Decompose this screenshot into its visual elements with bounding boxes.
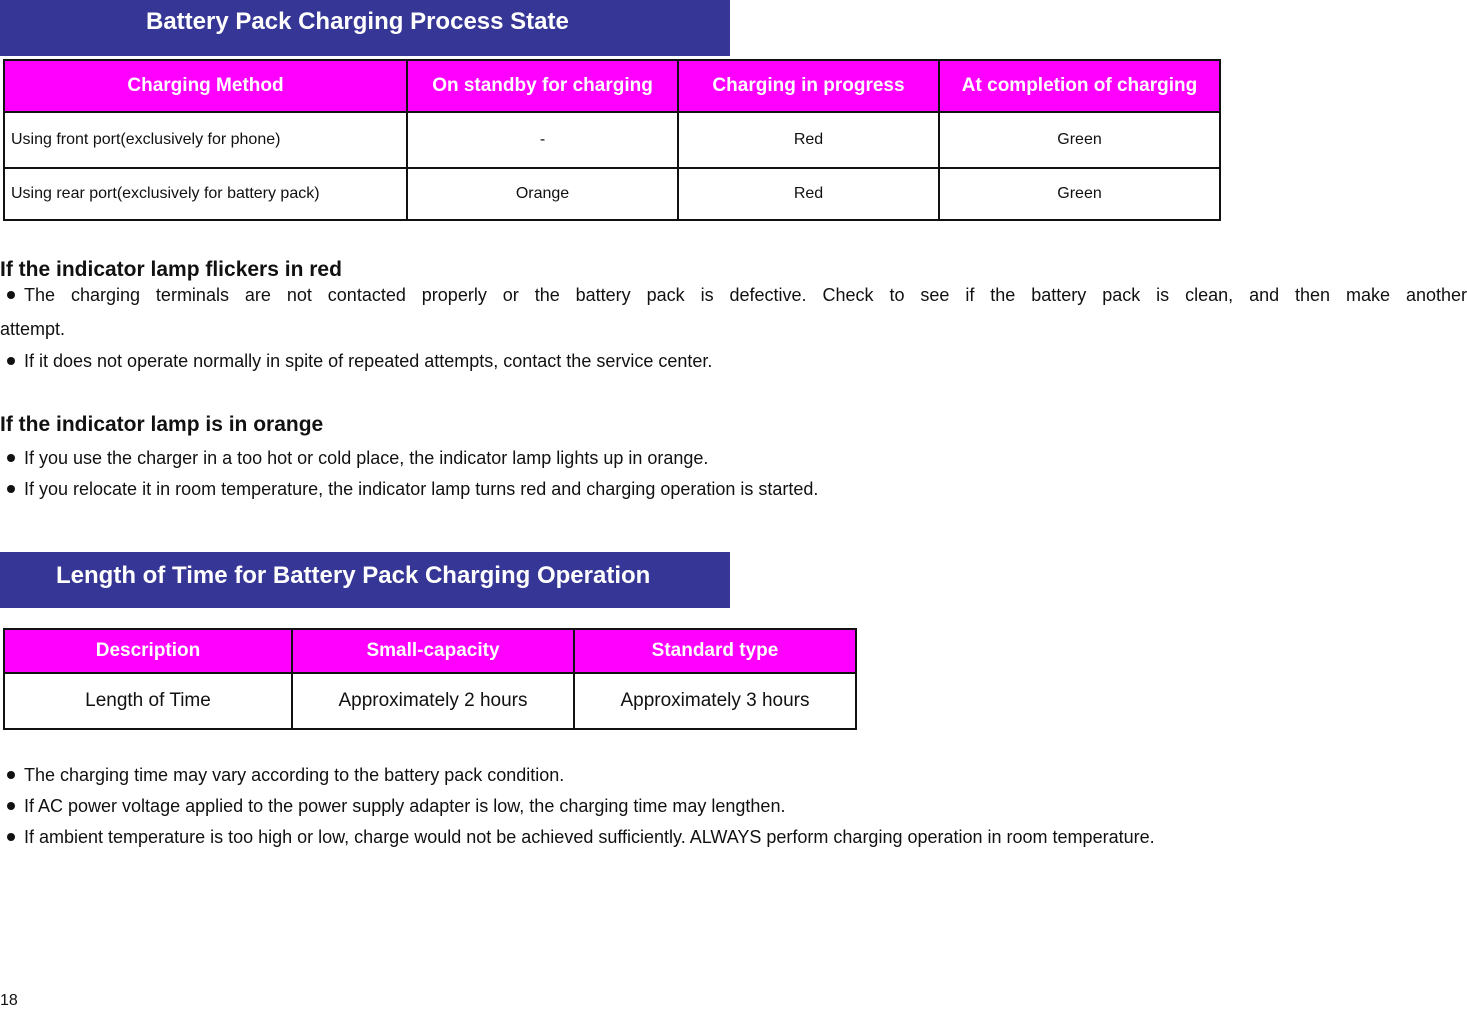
- table-header-row: [4, 629, 856, 673]
- bullet-icon: [7, 485, 15, 493]
- table-row: [4, 673, 856, 729]
- charging-state-table: [3, 59, 1221, 221]
- table-cell: Approximately 2 hours: [292, 673, 574, 729]
- bullet-icon: [7, 802, 15, 810]
- column-header: On standby for charging: [407, 60, 678, 112]
- table-cell: Green: [939, 168, 1220, 220]
- column-header: Description: [4, 629, 292, 673]
- column-header: Small-capacity: [292, 629, 574, 673]
- column-header: Charging Method: [4, 60, 407, 112]
- page-number: 18: [0, 992, 18, 1009]
- list-item: If it does not operate normally in spite of repeated attempts, contact the service center.: [0, 351, 712, 372]
- table-cell: Red: [678, 168, 939, 220]
- bullet-icon: [7, 357, 15, 365]
- red-flicker-heading: If the indicator lamp flickers in red: [0, 258, 342, 281]
- bullet-icon: [7, 291, 15, 299]
- table-header-row: [4, 60, 1220, 112]
- table-cell: -: [407, 112, 678, 168]
- bullet-icon: [7, 833, 15, 841]
- list-item: If you relocate it in room temperature, the indicator lamp turns red and charging operation is started.: [0, 479, 818, 500]
- list-item: If ambient temperature is too high or low, charge would not be achieved sufficiently. ALWAYS perform charging operation in room temperature.: [0, 827, 1155, 848]
- section-title: Battery Pack Charging Process State: [146, 8, 569, 35]
- list-item: If AC power voltage applied to the power supply adapter is low, the charging time may lengthen.: [0, 796, 785, 817]
- bullet-icon: [7, 454, 15, 462]
- orange-heading: If the indicator lamp is in orange: [0, 413, 324, 436]
- list-item: If you use the charger in a too hot or cold place, the indicator lamp lights up in orange.: [0, 448, 708, 469]
- column-header: Charging in progress: [678, 60, 939, 112]
- table-row: [4, 112, 1220, 168]
- column-header: Standard type: [574, 629, 856, 673]
- table-cell: Using front port(exclusively for phone): [4, 112, 407, 168]
- list-item: The charging terminals are not contacted properly or the battery pack is defective. Check to see if the battery pack is clean, and then make another: [0, 285, 1467, 306]
- section-banner-charging-state: [0, 0, 730, 56]
- table-cell: Red: [678, 112, 939, 168]
- charging-time-table: [3, 628, 857, 730]
- table-row: [4, 168, 1220, 220]
- table-cell: Approximately 3 hours: [574, 673, 856, 729]
- column-header: At completion of charging: [939, 60, 1220, 112]
- section-banner-charging-time: [0, 552, 730, 608]
- section-title: Length of Time for Battery Pack Charging Operation: [56, 562, 651, 589]
- list-item-continuation: attempt.: [0, 319, 66, 339]
- bullet-icon: [7, 771, 15, 779]
- table-cell: Orange: [407, 168, 678, 220]
- table-cell: Green: [939, 112, 1220, 168]
- list-item: The charging time may vary according to the battery pack condition.: [0, 765, 564, 786]
- table-cell: Using rear port(exclusively for battery pack): [4, 168, 407, 220]
- table-cell: Length of Time: [4, 673, 292, 729]
